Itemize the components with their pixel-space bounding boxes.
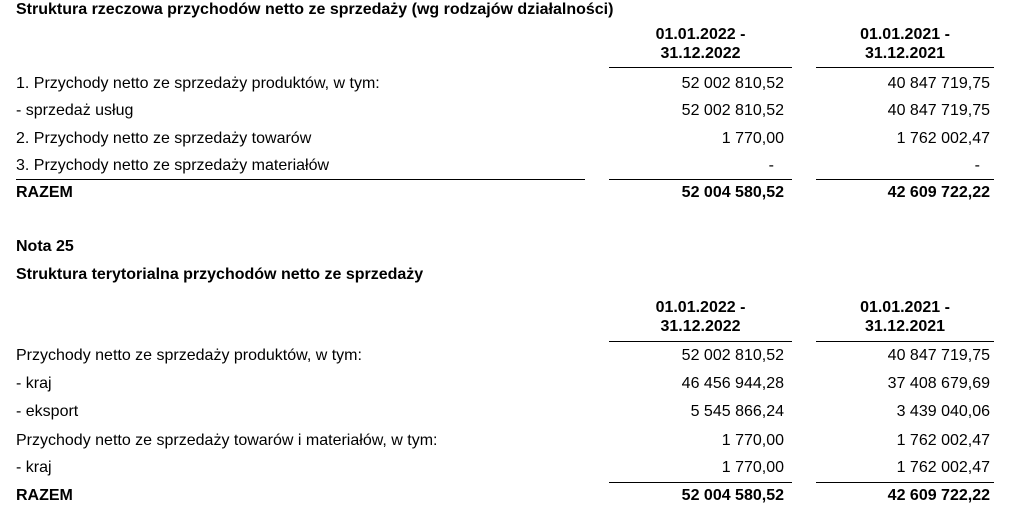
section1-row-value-2022: 52 002 810,52 bbox=[681, 75, 784, 92]
section2-col2-header-line2: 31.12.2021 bbox=[864, 318, 946, 335]
section2-total-rule-col1 bbox=[609, 482, 792, 483]
section2-row-label: - kraj bbox=[16, 375, 52, 392]
section2-col1-header-line2: 31.12.2022 bbox=[660, 318, 741, 335]
section2-row-value-2021: 1 762 002,47 bbox=[896, 432, 990, 449]
section1-row-label: 2. Przychody netto ze sprzedaży towarów bbox=[16, 130, 312, 147]
section2-col1-header-rule bbox=[609, 341, 792, 342]
section2-row-value-2022: 46 456 944,28 bbox=[681, 375, 784, 392]
section1-col1-header-rule bbox=[609, 67, 792, 68]
section2-row-label: Przychody netto ze sprzedaży towarów i materiałów, w tym: bbox=[16, 432, 438, 449]
section1-col2-header-rule bbox=[816, 67, 994, 68]
section1-col2-header bbox=[816, 25, 994, 63]
section1-total-value-2021: 42 609 722,22 bbox=[887, 184, 990, 201]
section2-total-value-2021: 42 609 722,22 bbox=[887, 487, 990, 504]
section2-col2-header-rule bbox=[816, 341, 994, 342]
section1-row-value-2021: 40 847 719,75 bbox=[887, 75, 990, 92]
section1-row-label: 1. Przychody netto ze sprzedaży produktów, w tym: bbox=[16, 75, 380, 92]
section2-row-value-2022: 5 545 866,24 bbox=[690, 403, 784, 420]
section1-row-label: 3. Przychody netto ze sprzedaży materiałów bbox=[16, 157, 330, 174]
section2-row-label: - kraj bbox=[16, 459, 52, 476]
section2-row-value-2022: 1 770,00 bbox=[721, 432, 784, 449]
section1-total-rule-col1 bbox=[609, 179, 792, 180]
section2-row-label: Przychody netto ze sprzedaży produktów, w tym: bbox=[16, 347, 362, 364]
section2-row-value-2021: 3 439 040,06 bbox=[896, 403, 990, 420]
section2-row-value-2022: 52 002 810,52 bbox=[681, 347, 784, 364]
section1-row-value-2022: 1 770,00 bbox=[721, 130, 784, 147]
section1-row-value-2022: 52 002 810,52 bbox=[681, 102, 784, 119]
section2-col2-header-line1: 01.01.2021 - bbox=[860, 299, 950, 316]
section2-total-value-2022: 52 004 580,52 bbox=[681, 487, 784, 504]
section1-col1-header-line1: 01.01.2022 - bbox=[655, 26, 746, 43]
section1-col2-header-line2: 31.12.2021 bbox=[864, 45, 946, 62]
section2-row-value-2021: 1 762 002,47 bbox=[896, 459, 990, 476]
section1-total-rule-label bbox=[16, 179, 585, 180]
section1-total-label: RAZEM bbox=[16, 184, 73, 201]
section1-col2-header-line1: 01.01.2021 - bbox=[860, 26, 950, 43]
section1-row-value-2021: 40 847 719,75 bbox=[887, 102, 990, 119]
section2-col2-header bbox=[816, 298, 994, 336]
section2-total-rule-col2 bbox=[816, 482, 994, 483]
section2-row-value-2021: 40 847 719,75 bbox=[887, 347, 990, 364]
section2-title: Struktura terytorialna przychodów netto ze sprzedaży bbox=[16, 266, 424, 283]
section1-total-rule-col2 bbox=[816, 179, 994, 180]
section2-row-value-2022: 1 770,00 bbox=[721, 459, 784, 476]
section1-total-value-2022: 52 004 580,52 bbox=[681, 184, 784, 201]
section1-title: Struktura rzeczowa przychodów netto ze sprzedaży (wg rodzajów działalności) bbox=[16, 1, 614, 18]
section1-col1-header bbox=[609, 25, 792, 63]
section1-row-value-2022: - bbox=[768, 157, 774, 174]
section1-row-label: - sprzedaż usług bbox=[16, 102, 134, 119]
section1-col1-header-line2: 31.12.2022 bbox=[660, 45, 741, 62]
section1-row-value-2021: - bbox=[974, 157, 980, 174]
section2-row-value-2021: 37 408 679,69 bbox=[887, 375, 990, 392]
section2-row-label: - eksport bbox=[16, 403, 79, 420]
section2-total-label: RAZEM bbox=[16, 487, 73, 504]
note-number: Nota 25 bbox=[16, 238, 74, 255]
section2-col1-header-line1: 01.01.2022 - bbox=[655, 299, 746, 316]
section1-row-value-2021: 1 762 002,47 bbox=[896, 130, 990, 147]
section2-col1-header bbox=[609, 298, 792, 336]
